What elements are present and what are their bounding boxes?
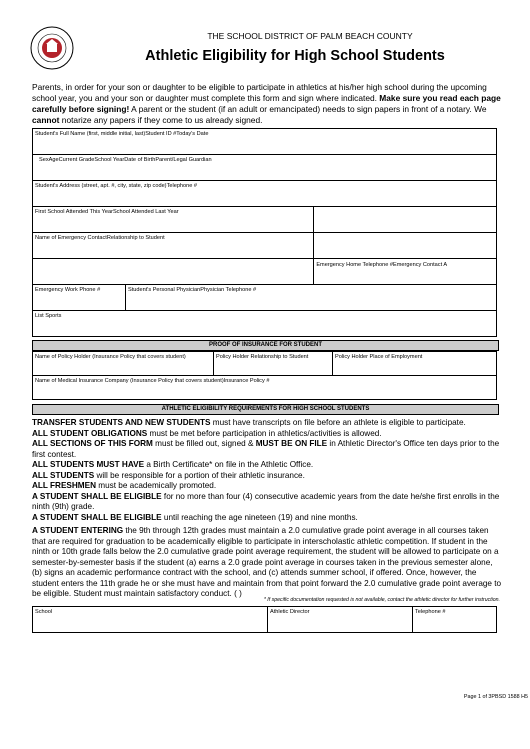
page-footer: Page 1 of 3PBSD 1588 H5 — [463, 694, 528, 700]
insurance-company-field[interactable]: Name of Medical Insurance Company (Insurance Policy that covers student)Insurance Policy # — [33, 376, 497, 400]
school-field[interactable]: School — [33, 607, 268, 633]
documentation-note: * If specific documentation requested is not available, contact the athletic director for further instruction. — [263, 597, 500, 603]
bottom-telephone-field[interactable]: Telephone # — [413, 607, 497, 633]
holder-employment-field[interactable]: Policy Holder Place of Employment — [333, 352, 497, 376]
signature-table — [32, 606, 497, 633]
emergency-contact-field[interactable]: Name of Emergency ContactRelationship to Student — [33, 233, 314, 259]
athletic-director-field[interactable]: Athletic Director — [268, 607, 413, 633]
policy-holder-field[interactable]: Name of Policy Holder (Insurance Policy that covers student) — [33, 352, 214, 376]
physician-field[interactable]: Student's Personal PhysicianPhysician Telephone # — [126, 285, 497, 311]
first-school-field[interactable]: First School Attended This YearSchool Attended Last Year — [33, 207, 314, 233]
emergency-home-phone-field[interactable]: Emergency Home Telephone #Emergency Contact A — [314, 259, 497, 285]
demographics-row[interactable]: SexAgeCurrent GradeSchool YearDate of BirthParent/Legal Guardian — [33, 155, 497, 181]
district-name: THE SCHOOL DISTRICT OF PALM BEACH COUNTY — [207, 31, 413, 41]
intro-paragraph: Parents, in order for your son or daughter to be eligible to participate in athletics at his/her high school during the upcoming school year, you and your son or daughter must complete this form and sign where indicated. Make sure you read each page carefully before signing! A parent or the student (if an adult or emancipated) needs to sign papers in front of a notary. We cannot notarize any papers if they come to us already signed. — [32, 82, 501, 125]
list-sports-field[interactable]: List Sports — [33, 311, 497, 337]
insurance-table — [32, 351, 497, 400]
address-field[interactable]: Student's Address (street, apt. #, city, state, zip code)Telephone # — [33, 181, 497, 207]
holder-relationship-field[interactable]: Policy Holder Relationship to Student — [214, 352, 333, 376]
requirements-header: ATHLETIC ELIGIBILITY REQUIREMENTS FOR HIGH SCHOOL STUDENTS — [32, 404, 499, 415]
emergency-blank-2[interactable] — [33, 259, 314, 285]
insurance-header: PROOF OF INSURANCE FOR STUDENT — [32, 340, 499, 351]
requirements-list: TRANSFER STUDENTS AND NEW STUDENTS must have transcripts on file before an athlete is eligible to participate. ALL STUDENT OBLIGATIONS must be met before participation in athletics/activities is allowed. ALL SECTIONS OF THIS FORM must be filled out, signed & MUST BE ON FILE in Athletic Director's Office ten days prior to the first contest. ALL STUDENTS MUST HAVE a Birth Certificate* on file in the Athletic Office. ALL STUDENTS will be responsible for a portion of their athletic insurance. ALL FRESHMEN must be academically promoted. A STUDENT SHALL BE ELIGIBLE for no more than four (4) consecutive academic years from the date he/she first enrolls in the ninth (9th) grade. A STUDENT SHALL BE ELIGIBLE until reaching the age nineteen (19) and nine months. A STUDENT ENTERING the 9th through 12th grades must maintain a 2.0 cumulative grade point average in all courses taken that are required for graduation to be academically eligible to participate in interscholastic athletic competition. If student in the ninth or 10th grade falls below the 2.0 cumulative grade point average requirement, the student will be allowed to participate on a semester-by-semester basis if the student (a) earns a 2.0 grade point average in courses taken in the previous semester alone, (b) signs an academic performance contract with the school, and (c) attends summer school, if offered. Once, however, the student enters the 11th grade he or she must have and maintain from that point forward the 2.0 cumulative grade point average to be eligible. Student must maintain satisfactory conduct. ( ) — [32, 418, 502, 598]
emergency-work-phone-field[interactable]: Emergency Work Phone # — [33, 285, 126, 311]
emergency-blank[interactable] — [314, 233, 497, 259]
school-blank[interactable] — [314, 207, 497, 233]
district-seal — [30, 26, 74, 70]
page-title: Athletic Eligibility for High School Students — [145, 48, 445, 64]
full-name-field[interactable]: Student's Full Name (first, middle initial, last)Student ID #Today's Date — [33, 129, 497, 155]
student-info-table — [32, 128, 497, 337]
